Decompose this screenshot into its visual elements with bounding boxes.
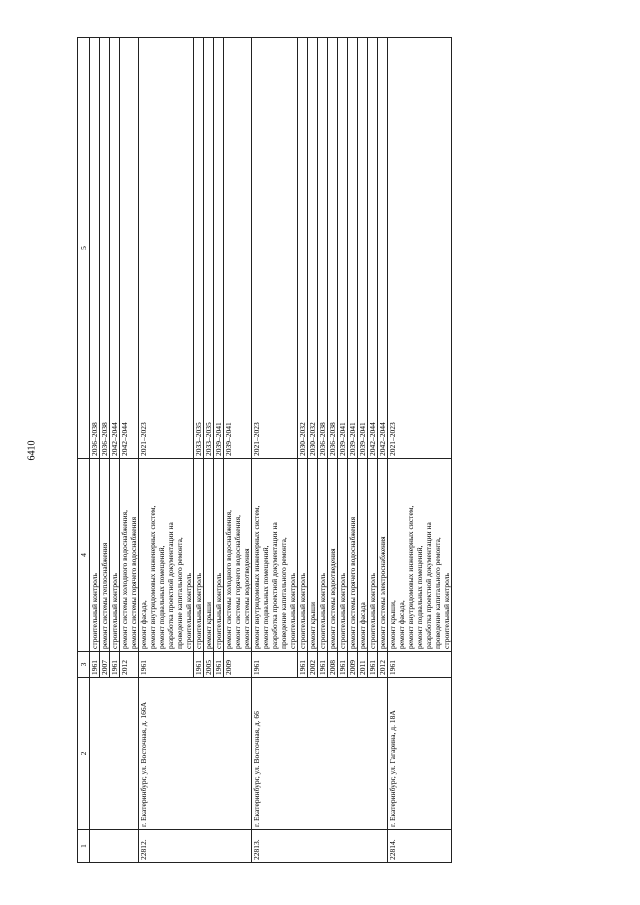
table-row xyxy=(252,38,298,863)
work-type-line: ремонт системы электроснабжения xyxy=(378,536,387,649)
year-cell: 2008 xyxy=(328,652,338,678)
work-type-line: ремонт системы водоотведения xyxy=(242,548,251,649)
year-cell: 2009 xyxy=(348,652,358,678)
period-cell: 2033–2035 xyxy=(194,38,204,459)
work-type-line: разработка проектной документации на xyxy=(424,522,433,649)
rotated-page-content xyxy=(77,38,567,863)
work-type-line: разработка проектной документации на xyxy=(270,522,279,649)
year-cell: 2012 xyxy=(120,652,139,678)
work-type-line: строительный контроль xyxy=(184,573,193,649)
period-cell: 2042–2044 xyxy=(378,38,388,459)
year-cell: 1961 xyxy=(194,652,204,678)
work-type-line: ремонт подвальных помещений, xyxy=(261,545,270,649)
work-type-cell xyxy=(90,459,100,652)
work-type-line: проведение капитального ремонта, xyxy=(175,537,184,649)
work-type-line: разработка проектной документации на xyxy=(166,522,175,649)
work-type-line: строительный контроль xyxy=(194,573,203,649)
work-type-line: ремонт фасада, xyxy=(139,600,148,649)
period-cell: 2030–2032 xyxy=(308,38,318,459)
work-type-cell xyxy=(110,459,120,652)
work-type-line: ремонт системы теплоснабжения xyxy=(100,542,109,649)
year-cell: 1961 xyxy=(388,652,452,678)
object-number: 22812. xyxy=(139,830,252,863)
work-type-cell xyxy=(214,459,224,652)
year-cell: 2007 xyxy=(100,652,110,678)
work-type-line: ремонт системы холодного водоснабжения, xyxy=(120,509,129,649)
period-cell: 2042–2044 xyxy=(110,38,120,459)
work-type-line: ремонт системы холодного водоснабжения, xyxy=(224,509,233,649)
period-cell: 2039–2041 xyxy=(214,38,224,459)
work-type-line: ремонт фасада xyxy=(358,602,367,649)
work-type-cell xyxy=(100,459,110,652)
work-type-line: строительный контроль xyxy=(442,573,451,649)
work-type-cell xyxy=(298,459,308,652)
work-type-line: ремонт подвальных помещений, xyxy=(157,545,166,649)
header-col-4: 4 xyxy=(78,459,90,652)
work-type-cell xyxy=(224,459,252,652)
work-type-line: строительный контроль xyxy=(368,573,377,649)
header-col-5: 5 xyxy=(78,38,90,459)
object-number xyxy=(90,830,139,863)
table-row xyxy=(139,38,194,863)
work-type-line: ремонт системы горячего водоснабжения, xyxy=(233,515,242,649)
work-type-cell xyxy=(204,459,214,652)
period-cell: 2039–2041 xyxy=(338,38,348,459)
work-type-cell xyxy=(252,459,298,652)
work-type-line: ремонт внутридомовых инженерных систем, xyxy=(406,505,415,649)
year-cell: 1961 xyxy=(139,652,194,678)
object-address: г. Екатеринбург, ул. Восточная, д. 66 xyxy=(252,678,388,830)
work-type-line: проведение капитального ремонта, xyxy=(279,537,288,649)
work-type-line: ремонт подвальных помещений, xyxy=(415,545,424,649)
period-cell: 2036–2038 xyxy=(100,38,110,459)
work-type-line: строительный контроль xyxy=(214,573,223,649)
period-cell: 2039–2041 xyxy=(358,38,368,459)
work-type-cell xyxy=(338,459,348,652)
year-cell: 2011 xyxy=(358,652,368,678)
work-type-cell xyxy=(368,459,378,652)
period-cell: 2021–2023 xyxy=(139,38,194,459)
period-cell: 2039–2041 xyxy=(224,38,252,459)
work-type-line: строительный контроль xyxy=(110,573,119,649)
work-type-line: строительный контроль xyxy=(90,573,99,649)
period-cell: 2036–2038 xyxy=(90,38,100,459)
year-cell: 2005 xyxy=(204,652,214,678)
object-address: г. Екатеринбург, ул. Восточная, д. 166А xyxy=(139,678,252,830)
work-type-line: ремонт крыши, xyxy=(388,600,397,649)
year-cell: 1961 xyxy=(90,652,100,678)
period-cell: 2042–2044 xyxy=(368,38,378,459)
work-type-cell xyxy=(194,459,204,652)
year-cell: 1961 xyxy=(368,652,378,678)
year-cell: 1961 xyxy=(298,652,308,678)
period-cell: 2036–2038 xyxy=(328,38,338,459)
page-number: 6410 xyxy=(26,440,38,461)
object-number: 22814. xyxy=(388,830,452,863)
table-row xyxy=(90,38,100,863)
work-type-cell xyxy=(139,459,194,652)
year-cell: 1961 xyxy=(214,652,224,678)
header-col-1: 1 xyxy=(78,830,90,863)
year-cell: 2009 xyxy=(224,652,252,678)
work-type-line: ремонт внутридомовых инженерных систем, xyxy=(148,505,157,649)
work-type-cell xyxy=(308,459,318,652)
year-cell: 1961 xyxy=(252,652,298,678)
work-type-line: проведение капитального ремонта, xyxy=(433,537,442,649)
year-cell: 2012 xyxy=(378,652,388,678)
year-cell: 2002 xyxy=(308,652,318,678)
work-type-cell xyxy=(378,459,388,652)
work-type-line: строительный контроль xyxy=(318,573,327,649)
work-type-line: строительный контроль xyxy=(298,573,307,649)
work-type-line: ремонт системы горячего водоснабжения xyxy=(348,516,357,649)
header-col-3: 3 xyxy=(78,652,90,678)
work-type-line: ремонт крыши xyxy=(308,602,317,649)
work-type-cell xyxy=(120,459,139,652)
work-type-line: ремонт системы горячего водоснабжения xyxy=(129,516,138,649)
year-cell: 1961 xyxy=(110,652,120,678)
table-header-row xyxy=(78,38,90,863)
table-row xyxy=(388,38,452,863)
period-cell: 2033–2035 xyxy=(204,38,214,459)
period-cell: 2042–2044 xyxy=(120,38,139,459)
work-type-line: ремонт крыши xyxy=(204,602,213,649)
work-type-cell xyxy=(348,459,358,652)
work-type-cell xyxy=(318,459,328,652)
header-col-2: 2 xyxy=(78,678,90,830)
period-cell: 2039–2041 xyxy=(348,38,358,459)
work-type-cell xyxy=(328,459,338,652)
work-type-line: ремонт системы водоотведения xyxy=(328,548,337,649)
object-number: 22813. xyxy=(252,830,388,863)
period-cell: 2021–2023 xyxy=(252,38,298,459)
object-address xyxy=(90,678,139,830)
work-type-line: строительный контроль xyxy=(338,573,347,649)
work-type-line: ремонт внутридомовых инженерных систем, xyxy=(252,505,261,649)
year-cell: 1961 xyxy=(318,652,328,678)
period-cell: 2021–2023 xyxy=(388,38,452,459)
repair-schedule-table xyxy=(77,37,452,863)
period-cell: 2030–2032 xyxy=(298,38,308,459)
work-type-cell xyxy=(358,459,368,652)
work-type-line: ремонт фасада, xyxy=(397,600,406,649)
table-body xyxy=(78,38,452,863)
period-cell: 2036–2038 xyxy=(318,38,328,459)
year-cell: 1961 xyxy=(338,652,348,678)
work-type-line: строительный контроль xyxy=(288,573,297,649)
object-address: г. Екатеринбург, ул. Гагарина, д. 18А xyxy=(388,678,452,830)
work-type-cell xyxy=(388,459,452,652)
